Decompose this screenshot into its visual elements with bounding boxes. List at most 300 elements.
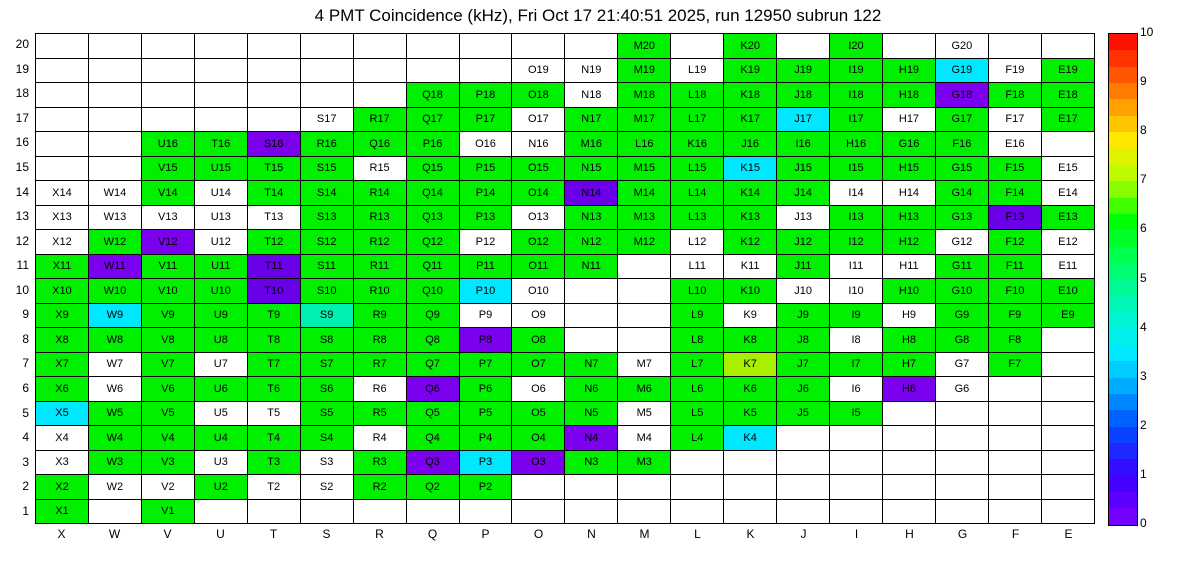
heatmap-cell[interactable]: O15 xyxy=(512,156,565,181)
heatmap-cell[interactable]: J19 xyxy=(777,58,830,83)
heatmap-cell[interactable]: Q10 xyxy=(406,279,459,304)
heatmap-cell[interactable]: M7 xyxy=(618,352,671,377)
heatmap-cell[interactable]: K8 xyxy=(724,328,777,353)
heatmap-cell[interactable] xyxy=(565,499,618,524)
heatmap-cell[interactable]: U7 xyxy=(194,352,247,377)
heatmap-cell[interactable] xyxy=(247,499,300,524)
heatmap-cell[interactable] xyxy=(671,475,724,500)
heatmap-cell[interactable]: V15 xyxy=(141,156,194,181)
heatmap-cell[interactable]: F10 xyxy=(988,279,1041,304)
heatmap-cell[interactable]: V14 xyxy=(141,181,194,206)
heatmap-cell[interactable] xyxy=(830,426,883,451)
heatmap-cell[interactable]: O4 xyxy=(512,426,565,451)
heatmap-cell[interactable] xyxy=(988,499,1041,524)
heatmap-cell[interactable]: M3 xyxy=(618,450,671,475)
heatmap-cell[interactable]: O13 xyxy=(512,205,565,230)
heatmap-cell[interactable]: E11 xyxy=(1041,254,1094,279)
heatmap-cell[interactable] xyxy=(141,107,194,132)
heatmap-cell[interactable]: E13 xyxy=(1041,205,1094,230)
heatmap-cell[interactable]: J15 xyxy=(777,156,830,181)
heatmap-cell[interactable]: O10 xyxy=(512,279,565,304)
heatmap-cell[interactable]: P4 xyxy=(459,426,512,451)
heatmap-cell[interactable]: R7 xyxy=(353,352,406,377)
heatmap-cell[interactable]: H10 xyxy=(883,279,936,304)
heatmap-cell[interactable] xyxy=(88,83,141,108)
heatmap-cell[interactable]: T4 xyxy=(247,426,300,451)
heatmap-cell[interactable]: G13 xyxy=(935,205,988,230)
heatmap-cell[interactable]: I9 xyxy=(830,303,883,328)
heatmap-cell[interactable]: E12 xyxy=(1041,230,1094,255)
heatmap-cell[interactable]: Q12 xyxy=(406,230,459,255)
heatmap-cell[interactable]: L18 xyxy=(671,83,724,108)
heatmap-cell[interactable]: V12 xyxy=(141,230,194,255)
heatmap-cell[interactable]: V8 xyxy=(141,328,194,353)
heatmap-cell[interactable]: L15 xyxy=(671,156,724,181)
heatmap-cell[interactable]: P16 xyxy=(406,132,459,157)
heatmap-cell[interactable]: W2 xyxy=(88,475,141,500)
heatmap-cell[interactable]: P5 xyxy=(459,401,512,426)
heatmap-cell[interactable]: F18 xyxy=(988,83,1041,108)
heatmap-cell[interactable] xyxy=(353,83,406,108)
heatmap-cell[interactable]: Q9 xyxy=(406,303,459,328)
heatmap-cell[interactable] xyxy=(935,401,988,426)
heatmap-cell[interactable]: S5 xyxy=(300,401,353,426)
heatmap-cell[interactable]: R11 xyxy=(353,254,406,279)
heatmap-cell[interactable]: O14 xyxy=(512,181,565,206)
heatmap-cell[interactable] xyxy=(36,34,89,59)
heatmap-cell[interactable]: L12 xyxy=(671,230,724,255)
heatmap-cell[interactable]: J18 xyxy=(777,83,830,108)
heatmap-cell[interactable] xyxy=(988,377,1041,402)
heatmap-cell[interactable]: E14 xyxy=(1041,181,1094,206)
heatmap-cell[interactable] xyxy=(512,475,565,500)
heatmap-cell[interactable]: O5 xyxy=(512,401,565,426)
heatmap-cell[interactable] xyxy=(618,475,671,500)
heatmap-cell[interactable] xyxy=(671,499,724,524)
heatmap-cell[interactable] xyxy=(300,58,353,83)
heatmap-cell[interactable]: O7 xyxy=(512,352,565,377)
heatmap-cell[interactable]: K10 xyxy=(724,279,777,304)
heatmap-cell[interactable]: T9 xyxy=(247,303,300,328)
heatmap-cell[interactable] xyxy=(1041,475,1094,500)
heatmap-cell[interactable]: H18 xyxy=(883,83,936,108)
heatmap-cell[interactable] xyxy=(88,499,141,524)
heatmap-cell[interactable] xyxy=(36,107,89,132)
heatmap-cell[interactable]: K14 xyxy=(724,181,777,206)
heatmap-cell[interactable]: R17 xyxy=(353,107,406,132)
heatmap-cell[interactable]: N12 xyxy=(565,230,618,255)
heatmap-cell[interactable] xyxy=(247,34,300,59)
heatmap-cell[interactable]: N3 xyxy=(565,450,618,475)
heatmap-cell[interactable]: V10 xyxy=(141,279,194,304)
heatmap-cell[interactable] xyxy=(1041,132,1094,157)
heatmap-cell[interactable]: Q3 xyxy=(406,450,459,475)
heatmap-cell[interactable]: N13 xyxy=(565,205,618,230)
heatmap-cell[interactable]: R14 xyxy=(353,181,406,206)
heatmap-cell[interactable]: I11 xyxy=(830,254,883,279)
heatmap-cell[interactable] xyxy=(565,475,618,500)
heatmap-cell[interactable]: Q17 xyxy=(406,107,459,132)
heatmap-cell[interactable]: U4 xyxy=(194,426,247,451)
heatmap-cell[interactable]: L16 xyxy=(618,132,671,157)
heatmap-cell[interactable]: K11 xyxy=(724,254,777,279)
heatmap-cell[interactable]: U14 xyxy=(194,181,247,206)
heatmap-cell[interactable]: P8 xyxy=(459,328,512,353)
heatmap-cell[interactable] xyxy=(512,499,565,524)
heatmap-cell[interactable]: R4 xyxy=(353,426,406,451)
heatmap-cell[interactable]: E18 xyxy=(1041,83,1094,108)
heatmap-cell[interactable]: Q15 xyxy=(406,156,459,181)
heatmap-cell[interactable]: S11 xyxy=(300,254,353,279)
heatmap-cell[interactable]: G14 xyxy=(935,181,988,206)
heatmap-cell[interactable] xyxy=(565,279,618,304)
heatmap-cell[interactable]: T11 xyxy=(247,254,300,279)
heatmap-cell[interactable]: T14 xyxy=(247,181,300,206)
heatmap-cell[interactable]: P15 xyxy=(459,156,512,181)
heatmap-cell[interactable]: F19 xyxy=(988,58,1041,83)
heatmap-cell[interactable]: H11 xyxy=(883,254,936,279)
heatmap-cell[interactable]: R5 xyxy=(353,401,406,426)
heatmap-cell[interactable]: I5 xyxy=(830,401,883,426)
heatmap-cell[interactable] xyxy=(141,58,194,83)
heatmap-cell[interactable]: O6 xyxy=(512,377,565,402)
heatmap-cell[interactable]: M5 xyxy=(618,401,671,426)
heatmap-cell[interactable]: I12 xyxy=(830,230,883,255)
heatmap-cell[interactable]: X2 xyxy=(36,475,89,500)
heatmap-cell[interactable]: X4 xyxy=(36,426,89,451)
heatmap-cell[interactable] xyxy=(1041,352,1094,377)
heatmap-cell[interactable]: O17 xyxy=(512,107,565,132)
heatmap-cell[interactable]: M15 xyxy=(618,156,671,181)
heatmap-cell[interactable]: K19 xyxy=(724,58,777,83)
heatmap-cell[interactable]: O16 xyxy=(459,132,512,157)
heatmap-cell[interactable] xyxy=(194,58,247,83)
heatmap-cell[interactable]: S17 xyxy=(300,107,353,132)
heatmap-cell[interactable]: S8 xyxy=(300,328,353,353)
heatmap-cell[interactable]: Q14 xyxy=(406,181,459,206)
heatmap-cell[interactable]: F17 xyxy=(988,107,1041,132)
heatmap-cell[interactable] xyxy=(777,426,830,451)
heatmap-cell[interactable]: J9 xyxy=(777,303,830,328)
heatmap-cell[interactable]: K12 xyxy=(724,230,777,255)
heatmap-cell[interactable]: Q13 xyxy=(406,205,459,230)
heatmap-cell[interactable]: W12 xyxy=(88,230,141,255)
heatmap-cell[interactable]: S3 xyxy=(300,450,353,475)
heatmap-cell[interactable] xyxy=(724,499,777,524)
heatmap-cell[interactable]: S9 xyxy=(300,303,353,328)
heatmap-cell[interactable]: G12 xyxy=(935,230,988,255)
heatmap-cell[interactable]: U10 xyxy=(194,279,247,304)
heatmap-cell[interactable] xyxy=(883,34,936,59)
heatmap-cell[interactable]: I16 xyxy=(777,132,830,157)
heatmap-cell[interactable]: I14 xyxy=(830,181,883,206)
heatmap-cell[interactable]: U6 xyxy=(194,377,247,402)
heatmap-cell[interactable] xyxy=(988,450,1041,475)
heatmap-cell[interactable] xyxy=(988,475,1041,500)
heatmap-cell[interactable] xyxy=(777,499,830,524)
heatmap-cell[interactable]: I8 xyxy=(830,328,883,353)
heatmap-cell[interactable]: W9 xyxy=(88,303,141,328)
heatmap-cell[interactable] xyxy=(459,58,512,83)
heatmap-cell[interactable]: K15 xyxy=(724,156,777,181)
heatmap-cell[interactable] xyxy=(935,475,988,500)
heatmap-cell[interactable]: N5 xyxy=(565,401,618,426)
heatmap-cell[interactable]: N17 xyxy=(565,107,618,132)
heatmap-cell[interactable]: S10 xyxy=(300,279,353,304)
heatmap-cell[interactable]: L11 xyxy=(671,254,724,279)
heatmap-cell[interactable]: X10 xyxy=(36,279,89,304)
heatmap-cell[interactable]: K4 xyxy=(724,426,777,451)
heatmap-cell[interactable] xyxy=(988,426,1041,451)
heatmap-cell[interactable]: P9 xyxy=(459,303,512,328)
heatmap-cell[interactable]: F16 xyxy=(935,132,988,157)
heatmap-cell[interactable] xyxy=(512,34,565,59)
heatmap-cell[interactable]: N18 xyxy=(565,83,618,108)
heatmap-cell[interactable]: M20 xyxy=(618,34,671,59)
heatmap-cell[interactable]: R2 xyxy=(353,475,406,500)
heatmap-cell[interactable]: X11 xyxy=(36,254,89,279)
heatmap-cell[interactable]: G17 xyxy=(935,107,988,132)
heatmap-cell[interactable]: E15 xyxy=(1041,156,1094,181)
heatmap-cell[interactable]: N6 xyxy=(565,377,618,402)
heatmap-cell[interactable]: J10 xyxy=(777,279,830,304)
heatmap-cell[interactable] xyxy=(1041,499,1094,524)
heatmap-cell[interactable]: S4 xyxy=(300,426,353,451)
heatmap-cell[interactable]: L6 xyxy=(671,377,724,402)
heatmap-cell[interactable] xyxy=(830,450,883,475)
heatmap-cell[interactable]: R15 xyxy=(353,156,406,181)
heatmap-cell[interactable] xyxy=(618,254,671,279)
heatmap-cell[interactable]: O8 xyxy=(512,328,565,353)
heatmap-cell[interactable] xyxy=(300,499,353,524)
heatmap-cell[interactable]: U8 xyxy=(194,328,247,353)
heatmap-cell[interactable] xyxy=(1041,377,1094,402)
heatmap-cell[interactable]: G7 xyxy=(935,352,988,377)
heatmap-cell[interactable]: Q11 xyxy=(406,254,459,279)
heatmap-cell[interactable] xyxy=(141,83,194,108)
heatmap-cell[interactable] xyxy=(777,450,830,475)
heatmap-cell[interactable] xyxy=(353,499,406,524)
heatmap-cell[interactable]: P10 xyxy=(459,279,512,304)
heatmap-cell[interactable] xyxy=(935,450,988,475)
heatmap-cell[interactable] xyxy=(671,34,724,59)
heatmap-cell[interactable]: M14 xyxy=(618,181,671,206)
heatmap-cell[interactable]: H6 xyxy=(883,377,936,402)
heatmap-cell[interactable]: J5 xyxy=(777,401,830,426)
heatmap-cell[interactable] xyxy=(36,156,89,181)
heatmap-cell[interactable]: S15 xyxy=(300,156,353,181)
heatmap-cell[interactable]: R8 xyxy=(353,328,406,353)
heatmap-cell[interactable] xyxy=(1041,401,1094,426)
heatmap-cell[interactable]: S13 xyxy=(300,205,353,230)
heatmap-cell[interactable]: S7 xyxy=(300,352,353,377)
heatmap-cell[interactable] xyxy=(459,34,512,59)
heatmap-cell[interactable]: U16 xyxy=(141,132,194,157)
heatmap-cell[interactable]: W3 xyxy=(88,450,141,475)
heatmap-cell[interactable]: V1 xyxy=(141,499,194,524)
heatmap-cell[interactable]: R3 xyxy=(353,450,406,475)
heatmap-cell[interactable]: F15 xyxy=(988,156,1041,181)
heatmap-cell[interactable]: K7 xyxy=(724,352,777,377)
heatmap-cell[interactable]: E17 xyxy=(1041,107,1094,132)
heatmap-cell[interactable]: J7 xyxy=(777,352,830,377)
heatmap-cell[interactable]: N4 xyxy=(565,426,618,451)
heatmap-cell[interactable]: L7 xyxy=(671,352,724,377)
heatmap-cell[interactable]: F13 xyxy=(988,205,1041,230)
heatmap-cell[interactable]: O18 xyxy=(512,83,565,108)
heatmap-cell[interactable]: U3 xyxy=(194,450,247,475)
heatmap-cell[interactable]: T10 xyxy=(247,279,300,304)
heatmap-cell[interactable]: G20 xyxy=(935,34,988,59)
heatmap-cell[interactable]: H13 xyxy=(883,205,936,230)
heatmap-cell[interactable]: W13 xyxy=(88,205,141,230)
heatmap-cell[interactable]: W4 xyxy=(88,426,141,451)
heatmap-cell[interactable] xyxy=(618,328,671,353)
heatmap-cell[interactable]: W14 xyxy=(88,181,141,206)
heatmap-cell[interactable] xyxy=(36,132,89,157)
heatmap-cell[interactable]: F14 xyxy=(988,181,1041,206)
heatmap-cell[interactable]: P3 xyxy=(459,450,512,475)
heatmap-cell[interactable]: X7 xyxy=(36,352,89,377)
heatmap-cell[interactable]: P11 xyxy=(459,254,512,279)
heatmap-cell[interactable]: V5 xyxy=(141,401,194,426)
heatmap-cell[interactable]: F8 xyxy=(988,328,1041,353)
heatmap-cell[interactable]: X9 xyxy=(36,303,89,328)
heatmap-cell[interactable]: T6 xyxy=(247,377,300,402)
heatmap-cell[interactable]: N11 xyxy=(565,254,618,279)
heatmap-cell[interactable]: H9 xyxy=(883,303,936,328)
heatmap-cell[interactable]: T7 xyxy=(247,352,300,377)
heatmap-cell[interactable] xyxy=(988,34,1041,59)
heatmap-cell[interactable] xyxy=(88,132,141,157)
heatmap-cell[interactable]: E16 xyxy=(988,132,1041,157)
heatmap-cell[interactable]: R13 xyxy=(353,205,406,230)
heatmap-cell[interactable] xyxy=(777,475,830,500)
heatmap-cell[interactable]: J14 xyxy=(777,181,830,206)
heatmap-cell[interactable]: R10 xyxy=(353,279,406,304)
heatmap-cell[interactable] xyxy=(88,34,141,59)
heatmap-cell[interactable]: W8 xyxy=(88,328,141,353)
heatmap-cell[interactable]: V6 xyxy=(141,377,194,402)
heatmap-cell[interactable]: I6 xyxy=(830,377,883,402)
heatmap-cell[interactable]: E19 xyxy=(1041,58,1094,83)
heatmap-cell[interactable]: T2 xyxy=(247,475,300,500)
heatmap-cell[interactable]: N14 xyxy=(565,181,618,206)
heatmap-cell[interactable] xyxy=(618,303,671,328)
heatmap-cell[interactable]: I10 xyxy=(830,279,883,304)
heatmap-cell[interactable] xyxy=(406,499,459,524)
heatmap-cell[interactable]: K17 xyxy=(724,107,777,132)
heatmap-cell[interactable]: G15 xyxy=(935,156,988,181)
heatmap-cell[interactable] xyxy=(830,499,883,524)
heatmap-cell[interactable]: F12 xyxy=(988,230,1041,255)
heatmap-cell[interactable]: J6 xyxy=(777,377,830,402)
heatmap-cell[interactable]: S12 xyxy=(300,230,353,255)
heatmap-cell[interactable] xyxy=(406,34,459,59)
heatmap-cell[interactable] xyxy=(406,58,459,83)
heatmap-cell[interactable] xyxy=(247,107,300,132)
heatmap-cell[interactable]: H7 xyxy=(883,352,936,377)
heatmap-cell[interactable]: V2 xyxy=(141,475,194,500)
heatmap-cell[interactable]: X5 xyxy=(36,401,89,426)
heatmap-cell[interactable]: V9 xyxy=(141,303,194,328)
heatmap-cell[interactable]: T15 xyxy=(247,156,300,181)
heatmap-cell[interactable]: L17 xyxy=(671,107,724,132)
heatmap-cell[interactable]: S14 xyxy=(300,181,353,206)
heatmap-cell[interactable]: E10 xyxy=(1041,279,1094,304)
heatmap-cell[interactable]: T16 xyxy=(194,132,247,157)
heatmap-cell[interactable]: K5 xyxy=(724,401,777,426)
heatmap-cell[interactable]: O12 xyxy=(512,230,565,255)
heatmap-cell[interactable]: X6 xyxy=(36,377,89,402)
heatmap-cell[interactable] xyxy=(883,426,936,451)
heatmap-cell[interactable]: X14 xyxy=(36,181,89,206)
heatmap-cell[interactable]: H12 xyxy=(883,230,936,255)
heatmap-cell[interactable]: R6 xyxy=(353,377,406,402)
heatmap-cell[interactable]: H15 xyxy=(883,156,936,181)
heatmap-cell[interactable]: L13 xyxy=(671,205,724,230)
heatmap-cell[interactable]: N16 xyxy=(512,132,565,157)
heatmap-cell[interactable]: K13 xyxy=(724,205,777,230)
heatmap-cell[interactable]: P2 xyxy=(459,475,512,500)
heatmap-cell[interactable]: Q8 xyxy=(406,328,459,353)
heatmap-cell[interactable]: J13 xyxy=(777,205,830,230)
heatmap-cell[interactable]: X13 xyxy=(36,205,89,230)
heatmap-cell[interactable]: P17 xyxy=(459,107,512,132)
heatmap-cell[interactable]: Q7 xyxy=(406,352,459,377)
heatmap-cell[interactable]: S2 xyxy=(300,475,353,500)
heatmap-cell[interactable] xyxy=(935,499,988,524)
heatmap-cell[interactable]: P18 xyxy=(459,83,512,108)
heatmap-cell[interactable] xyxy=(353,58,406,83)
heatmap-cell[interactable] xyxy=(883,499,936,524)
heatmap-cell[interactable] xyxy=(1041,34,1094,59)
heatmap-cell[interactable] xyxy=(565,328,618,353)
heatmap-cell[interactable]: K18 xyxy=(724,83,777,108)
heatmap-cell[interactable]: T13 xyxy=(247,205,300,230)
heatmap-cell[interactable]: U13 xyxy=(194,205,247,230)
heatmap-cell[interactable]: I18 xyxy=(830,83,883,108)
heatmap-cell[interactable]: I17 xyxy=(830,107,883,132)
heatmap-cell[interactable]: O9 xyxy=(512,303,565,328)
heatmap-cell[interactable]: W6 xyxy=(88,377,141,402)
heatmap-cell[interactable]: S16 xyxy=(247,132,300,157)
heatmap-cell[interactable]: Q5 xyxy=(406,401,459,426)
heatmap-cell[interactable]: J8 xyxy=(777,328,830,353)
heatmap-cell[interactable]: U2 xyxy=(194,475,247,500)
heatmap-cell[interactable] xyxy=(1041,450,1094,475)
heatmap-cell[interactable]: I7 xyxy=(830,352,883,377)
heatmap-cell[interactable]: I19 xyxy=(830,58,883,83)
heatmap-cell[interactable] xyxy=(353,34,406,59)
heatmap-cell[interactable]: H19 xyxy=(883,58,936,83)
heatmap-cell[interactable] xyxy=(300,83,353,108)
heatmap-cell[interactable]: L14 xyxy=(671,181,724,206)
heatmap-cell[interactable]: R16 xyxy=(300,132,353,157)
heatmap-cell[interactable]: L4 xyxy=(671,426,724,451)
heatmap-cell[interactable]: Q16 xyxy=(353,132,406,157)
heatmap-cell[interactable]: X1 xyxy=(36,499,89,524)
heatmap-cell[interactable]: M13 xyxy=(618,205,671,230)
heatmap-cell[interactable] xyxy=(300,34,353,59)
heatmap-cell[interactable]: J17 xyxy=(777,107,830,132)
heatmap-cell[interactable]: M12 xyxy=(618,230,671,255)
heatmap-cell[interactable]: J12 xyxy=(777,230,830,255)
heatmap-cell[interactable]: K9 xyxy=(724,303,777,328)
heatmap-cell[interactable] xyxy=(724,475,777,500)
heatmap-cell[interactable]: T8 xyxy=(247,328,300,353)
heatmap-cell[interactable]: G10 xyxy=(935,279,988,304)
